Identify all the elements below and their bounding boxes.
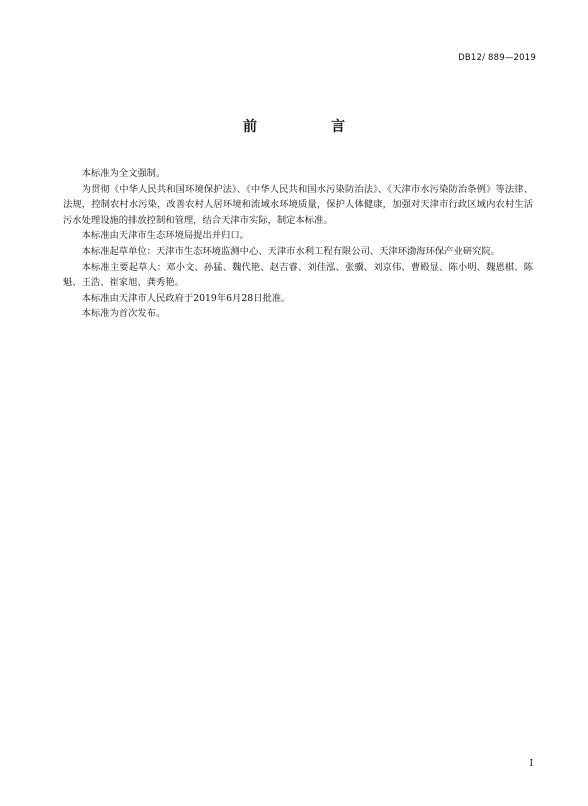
paragraph-drafting-units: 本标准起草单位：天津市生态环境监测中心、天津市水利工程有限公司、天津环渤海环保产业研究院。 xyxy=(81,245,500,257)
page-number: I xyxy=(529,759,533,769)
paragraph-approval: 本标准由天津市人民政府于2019年6月28日批准。 xyxy=(81,292,291,304)
paragraph-first-release: 本标准为首次发布。 xyxy=(81,308,166,320)
paragraph-mandatory: 本标准为全文强制。 xyxy=(81,168,166,179)
page-title: 前 言 xyxy=(243,119,375,135)
paragraph-proposer: 本标准由天津市生态环境局提出并归口。 xyxy=(81,230,249,242)
paragraph-drafters: 本标准主要起草人：邓小文、孙猛、魏代艳、赵吉睿、刘佳泓、张骥、刘京伟、曹殿显、陈小明、魏恩棋、陈魁、王浩、崔家旭、龚秀艳。 xyxy=(63,261,533,289)
foreword-body xyxy=(63,166,533,322)
paragraph-purpose: 为贯彻《中华人民共和国环境保护法》、《中华人民共和国水污染防治法》、《天津市水污染防治条例》等法律、法规，控制农村水污染，改善农村人居环境和流域水环境质量，保护人体健康，加强对天津市行政区域内农村生活污水处理设施的排放控制和管理，结合天津市实际，制定本标准。 xyxy=(63,183,533,226)
standard-code: DB12/ 889—2019 xyxy=(458,53,536,63)
